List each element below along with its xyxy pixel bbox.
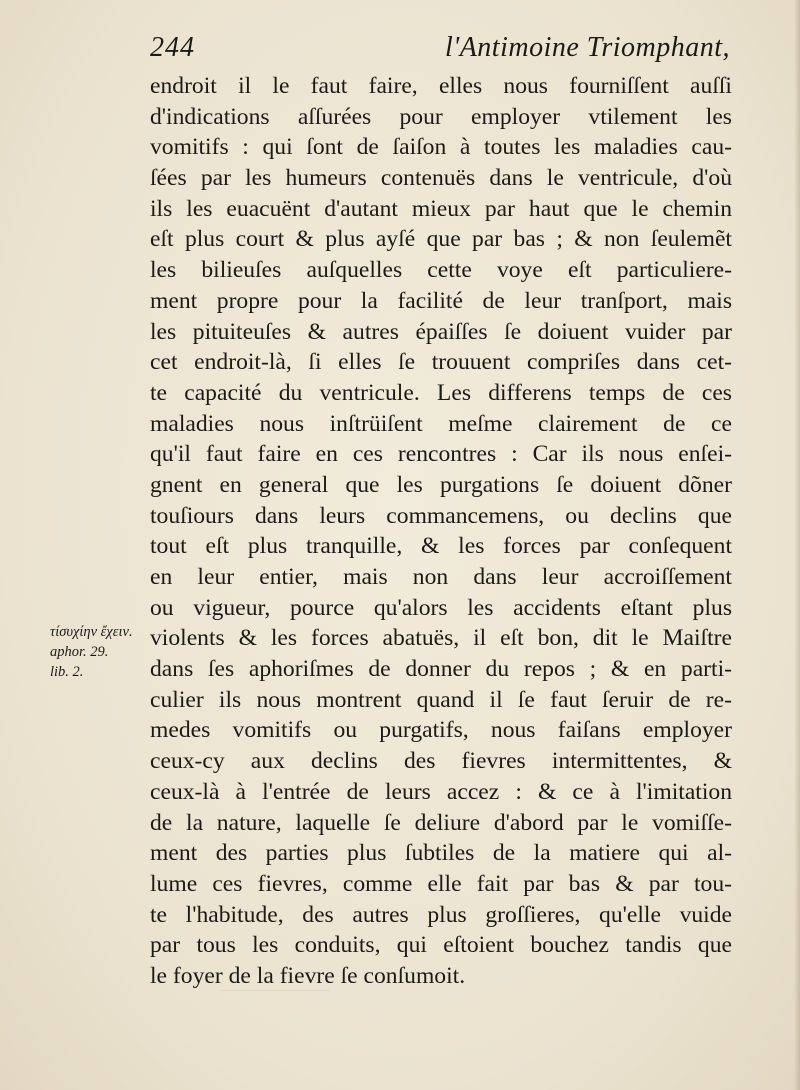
text-line: en leur entier, mais non dans leur accroiſſement (150, 564, 732, 590)
text-line: vomitifs : qui ſont de ſaiſon à toutes les maladies cau- (150, 134, 732, 161)
body-text (150, 71, 732, 992)
text-line: eſt plus court & plus ayſé que par bas ; & non ſeulemẽt (150, 226, 732, 253)
text-line: cet endroit-là, ſi elles ſe trouuent compriſes dans cet- (150, 349, 732, 376)
text-line-last: le foyer de la fievre ſe conſumoit. (150, 962, 466, 989)
text-line: dans ſes aphoriſmes de donner du repos ; & en parti- (150, 656, 732, 683)
page-header (150, 30, 730, 74)
margin-note-aphorism: aphor. 29. (50, 644, 109, 660)
text-line: ment des parties plus ſubtiles de la matiere qui al- (150, 840, 732, 867)
text-line: ceux-cy aux declins des fievres intermittentes, & (150, 748, 732, 775)
margin-notes (50, 622, 150, 682)
text-line: te capacité du ventricule. Les differens temps de ces (150, 379, 732, 406)
margin-note-greek: τίσυχίην ἔχειν. (50, 624, 133, 640)
text-line: ment propre pour la facilité de leur tranſport, mais (150, 287, 732, 314)
text-line: d'indications aſſurées pour employer vtilement les (150, 103, 732, 130)
text-line: qu'il faut faire en ces rencontres : Car ils nous enſei- (150, 441, 732, 468)
text-line: touſiours dans leurs commancemens, ou declins que (150, 502, 732, 529)
text-line: endroit il le faut faire, elles nous fourniſſent auſſi (150, 73, 732, 99)
text-line: par tous les conduits, qui eſtoient bouchez tandis que (150, 932, 732, 959)
margin-note-book: lib. 2. (50, 664, 84, 680)
text-line: les pituiteuſes & autres épaiſſes ſe doiuent vuider par (150, 318, 732, 345)
text-line: te l'habitude, des autres plus groſſieres, qu'elle vuide (150, 901, 732, 928)
text-line: ou vigueur, pource qu'alors les accidents eſtant plus (150, 594, 732, 621)
text-line: ils les euacuënt d'autant mieux par haut que le chemin (150, 195, 732, 222)
text-line: de la nature, laquelle ſe deliure d'abord par le vomiſſe- (150, 809, 732, 836)
text-line: violents & les forces abatuës, il eſt bon, dit le Maiſtre (150, 625, 732, 652)
text-line: gnent en general que les purgations ſe doiuent dõner (150, 471, 732, 498)
running-title: l'Antimoine Triomphant, (444, 32, 730, 63)
page-number: 244 (150, 32, 195, 63)
text-line: ceux-là à l'entrée de leurs accez : & ce à l'imitation (150, 778, 732, 805)
text-line: les bilieuſes auſquelles cette voye eſt particuliere- (150, 257, 732, 284)
text-line: ſées par les humeurs contenuës dans le ventricule, d'où (150, 165, 732, 192)
text-line: lume ces fievres, comme elle fait par bas & par tou- (150, 870, 732, 897)
text-line: medes vomitifs ou purgatifs, nous faiſans employer (150, 717, 732, 744)
text-line: culier ils nous montrent quand il ſe faut ſeruir de re- (150, 686, 732, 713)
text-line: tout eſt plus tranquille, & les forces par conſequent (150, 533, 732, 560)
show-through-mark (220, 990, 330, 1013)
text-line: maladies nous inſtrüiſent meſme clairement de ce (150, 410, 732, 437)
